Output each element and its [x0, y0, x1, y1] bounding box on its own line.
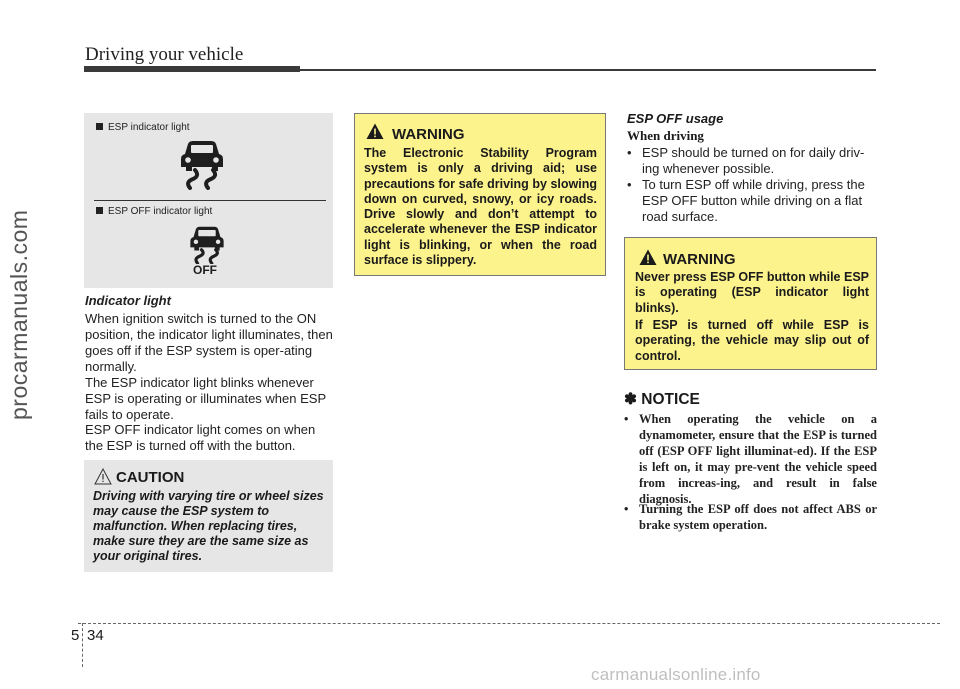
- esp-off-bullet-1: • ESP should be turned on for daily driv-ing whenever possible.: [627, 145, 865, 176]
- esp-off-bullet-2: • To turn ESP off while driving, press the ESP OFF button while driving on a flat road surface.: [627, 177, 865, 224]
- warning2-paragraph-2: If ESP is turned off while ESP is operating, the vehicle may slip out of control.: [635, 318, 869, 363]
- caution-triangle-icon: [94, 468, 112, 485]
- indicator-figure: [84, 113, 333, 288]
- indicator-paragraph-3: ESP OFF indicator light comes on when the ESP is turned off with the button.: [85, 422, 316, 453]
- footer-rule: [78, 623, 940, 624]
- bullet-dot-icon: •: [624, 502, 629, 516]
- figure-divider: [94, 200, 326, 201]
- caution-title: CAUTION: [116, 469, 185, 486]
- indicator-heading: Indicator light: [85, 293, 171, 308]
- bullet-dot-icon: •: [627, 145, 632, 160]
- warning1-title: WARNING: [392, 126, 465, 143]
- indicator-paragraph-1: When ignition switch is turned to the ON position, the indicator light illuminates, then goes off if the ESP system is oper-ating normally.: [85, 311, 333, 374]
- warning-box-esp-off: [624, 237, 877, 370]
- bullet-square-icon: [96, 207, 103, 214]
- header-title: Driving your vehicle: [85, 44, 244, 65]
- bullet-dot-icon: •: [624, 412, 629, 426]
- bullet-square-icon: [96, 123, 103, 130]
- when-driving-subheading: When driving: [627, 128, 704, 143]
- figure-caption-esp-off: ESP OFF indicator light: [96, 206, 212, 217]
- header-rule-thin: [300, 69, 876, 71]
- warning2-title: WARNING: [663, 251, 736, 268]
- figure-caption-esp: ESP indicator light: [96, 122, 190, 133]
- notice-item-1: • When operating the vehicle on a dynamometer, ensure that the ESP is turned off (ESP OFF light illuminat-ed). If the ESP is left on, it may pre-vent the vehicle speed from increas-ing, and result in false diagnosis.: [624, 412, 877, 506]
- header-rule-thick: [84, 66, 300, 72]
- esp-car-icon: [177, 140, 227, 190]
- esp-off-car-icon: [187, 226, 227, 264]
- warning1-text: The Electronic Stability Program system is only a driving aid; use precautions for safe driving by slowing down on curved, snowy, or icy roads. Drive slowly and don’t attempt to accelerate whenever the ESP indicator light is blinking, or when the road surface is slippery.: [364, 146, 597, 268]
- warning-triangle-icon: [366, 123, 384, 140]
- notice-item-2: • Turning the ESP off does not affect ABS or brake system operation.: [624, 502, 877, 532]
- page-chapter-number: 5: [71, 627, 80, 644]
- warning2-paragraph-1: Never press ESP OFF button while ESP is operating (ESP indicator light blinks).: [635, 270, 869, 315]
- esp-off-heading: ESP OFF usage: [627, 111, 724, 126]
- bottom-watermark: carmanualsonline.info: [591, 665, 761, 684]
- bullet-dot-icon: •: [627, 177, 632, 192]
- off-label: OFF: [193, 263, 217, 277]
- warning-triangle-icon: [639, 249, 657, 266]
- side-watermark: procarmanuals.com: [6, 209, 32, 420]
- notice-title: ✽ NOTICE: [624, 391, 700, 408]
- footer-vertical-rule: [82, 623, 83, 667]
- page-number: 34: [87, 627, 104, 644]
- warning-box-esp-aid: [354, 113, 606, 276]
- caution-box: [84, 460, 333, 572]
- caution-text: Driving with varying tire or wheel sizes may cause the ESP system to malfunction. When replacing tires, make sure they are the same size as your original tires.: [93, 489, 324, 563]
- indicator-paragraph-2: The ESP indicator light blinks whenever ESP is operating or illuminates when ESP fails to operate.: [85, 375, 326, 422]
